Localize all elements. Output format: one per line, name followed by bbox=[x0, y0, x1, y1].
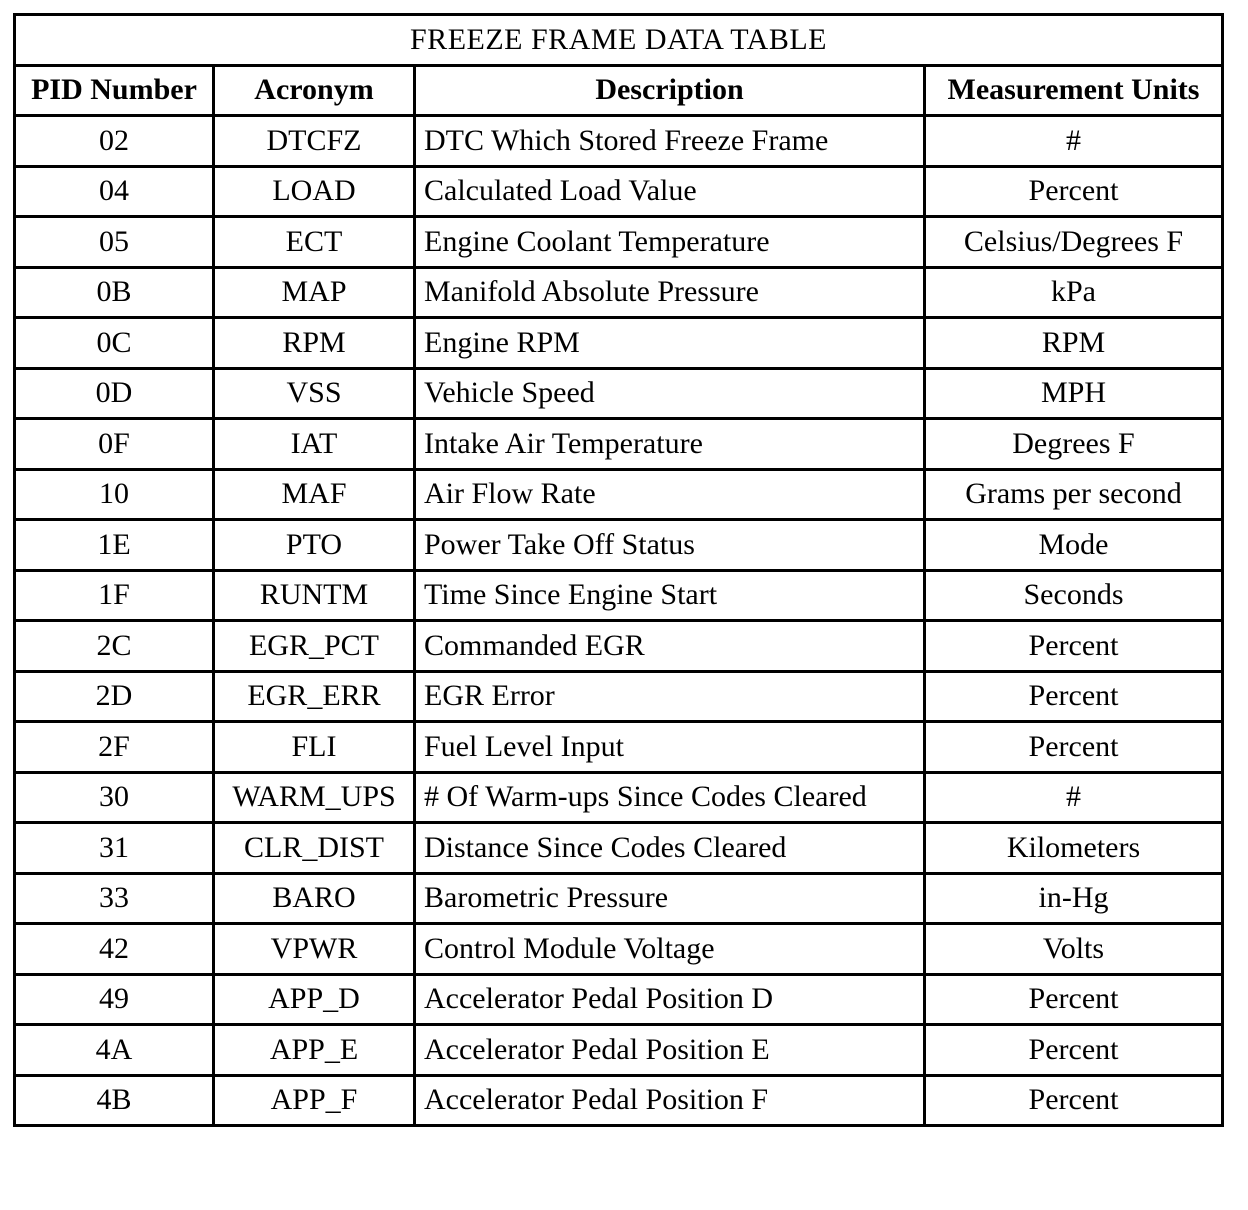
pid-number-cell: 05 bbox=[15, 217, 214, 268]
description-cell: Control Module Voltage bbox=[415, 924, 925, 975]
table-row bbox=[15, 924, 1223, 975]
pid-number-cell: 0F bbox=[15, 419, 214, 470]
measurement-units-cell: Degrees F bbox=[925, 419, 1223, 470]
pid-number-cell: 1F bbox=[15, 570, 214, 621]
measurement-units-cell: RPM bbox=[925, 318, 1223, 369]
acronym-cell: BARO bbox=[214, 873, 415, 924]
description-cell: Power Take Off Status bbox=[415, 520, 925, 571]
acronym-cell: EGR_ERR bbox=[214, 671, 415, 722]
pid-number-cell: 2C bbox=[15, 621, 214, 672]
header-measurement-units: Measurement Units bbox=[925, 65, 1223, 116]
description-cell: Intake Air Temperature bbox=[415, 419, 925, 470]
table-row bbox=[15, 166, 1223, 217]
pid-number-cell: 30 bbox=[15, 772, 214, 823]
acronym-cell: APP_F bbox=[214, 1075, 415, 1126]
header-pid-number: PID Number bbox=[15, 65, 214, 116]
measurement-units-cell: Percent bbox=[925, 166, 1223, 217]
acronym-cell: MAP bbox=[214, 267, 415, 318]
pid-number-cell: 0B bbox=[15, 267, 214, 318]
acronym-cell: VSS bbox=[214, 368, 415, 419]
pid-number-cell: 10 bbox=[15, 469, 214, 520]
acronym-cell: IAT bbox=[214, 419, 415, 470]
measurement-units-cell: MPH bbox=[925, 368, 1223, 419]
description-cell: Time Since Engine Start bbox=[415, 570, 925, 621]
table-row bbox=[15, 722, 1223, 773]
acronym-cell: EGR_PCT bbox=[214, 621, 415, 672]
measurement-units-cell: Percent bbox=[925, 1075, 1223, 1126]
table-row bbox=[15, 823, 1223, 874]
measurement-units-cell: Mode bbox=[925, 520, 1223, 571]
measurement-units-cell: Kilometers bbox=[925, 823, 1223, 874]
table-row bbox=[15, 419, 1223, 470]
table-row bbox=[15, 621, 1223, 672]
acronym-cell: MAF bbox=[214, 469, 415, 520]
table-row bbox=[15, 217, 1223, 268]
table-body bbox=[15, 116, 1223, 1126]
pid-number-cell: 0C bbox=[15, 318, 214, 369]
acronym-cell: VPWR bbox=[214, 924, 415, 975]
pid-number-cell: 0D bbox=[15, 368, 214, 419]
acronym-cell: FLI bbox=[214, 722, 415, 773]
measurement-units-cell: Percent bbox=[925, 1025, 1223, 1076]
acronym-cell: APP_E bbox=[214, 1025, 415, 1076]
pid-number-cell: 1E bbox=[15, 520, 214, 571]
description-cell: EGR Error bbox=[415, 671, 925, 722]
description-cell: Vehicle Speed bbox=[415, 368, 925, 419]
acronym-cell: DTCFZ bbox=[214, 116, 415, 167]
pid-number-cell: 2D bbox=[15, 671, 214, 722]
table-row bbox=[15, 318, 1223, 369]
measurement-units-cell: Percent bbox=[925, 621, 1223, 672]
pid-number-cell: 31 bbox=[15, 823, 214, 874]
header-description: Description bbox=[415, 65, 925, 116]
header-acronym: Acronym bbox=[214, 65, 415, 116]
pid-number-cell: 4A bbox=[15, 1025, 214, 1076]
table-row bbox=[15, 772, 1223, 823]
measurement-units-cell: # bbox=[925, 116, 1223, 167]
description-cell: Calculated Load Value bbox=[415, 166, 925, 217]
description-cell: Accelerator Pedal Position D bbox=[415, 974, 925, 1025]
acronym-cell: WARM_UPS bbox=[214, 772, 415, 823]
acronym-cell: PTO bbox=[214, 520, 415, 571]
table-row bbox=[15, 570, 1223, 621]
pid-number-cell: 04 bbox=[15, 166, 214, 217]
description-cell: Commanded EGR bbox=[415, 621, 925, 672]
pid-number-cell: 33 bbox=[15, 873, 214, 924]
table-title: FREEZE FRAME DATA TABLE bbox=[15, 15, 1223, 66]
description-cell: Accelerator Pedal Position F bbox=[415, 1075, 925, 1126]
measurement-units-cell: Percent bbox=[925, 722, 1223, 773]
measurement-units-cell: # bbox=[925, 772, 1223, 823]
freeze-frame-data-table bbox=[13, 13, 1224, 1127]
table-row bbox=[15, 267, 1223, 318]
measurement-units-cell: Grams per second bbox=[925, 469, 1223, 520]
description-cell: # Of Warm-ups Since Codes Cleared bbox=[415, 772, 925, 823]
measurement-units-cell: Celsius/Degrees F bbox=[925, 217, 1223, 268]
description-cell: Engine RPM bbox=[415, 318, 925, 369]
measurement-units-cell: Seconds bbox=[925, 570, 1223, 621]
measurement-units-cell: Percent bbox=[925, 974, 1223, 1025]
measurement-units-cell: kPa bbox=[925, 267, 1223, 318]
acronym-cell: CLR_DIST bbox=[214, 823, 415, 874]
description-cell: Barometric Pressure bbox=[415, 873, 925, 924]
table-title-row bbox=[15, 15, 1223, 66]
freeze-frame-table-container bbox=[13, 13, 1221, 1127]
table-row bbox=[15, 469, 1223, 520]
acronym-cell: ECT bbox=[214, 217, 415, 268]
measurement-units-cell: Volts bbox=[925, 924, 1223, 975]
acronym-cell: LOAD bbox=[214, 166, 415, 217]
pid-number-cell: 42 bbox=[15, 924, 214, 975]
description-cell: Distance Since Codes Cleared bbox=[415, 823, 925, 874]
measurement-units-cell: Percent bbox=[925, 671, 1223, 722]
table-row bbox=[15, 1075, 1223, 1126]
table-header-row bbox=[15, 65, 1223, 116]
description-cell: DTC Which Stored Freeze Frame bbox=[415, 116, 925, 167]
table-row bbox=[15, 368, 1223, 419]
acronym-cell: RPM bbox=[214, 318, 415, 369]
description-cell: Air Flow Rate bbox=[415, 469, 925, 520]
table-row bbox=[15, 1025, 1223, 1076]
pid-number-cell: 49 bbox=[15, 974, 214, 1025]
table-row bbox=[15, 974, 1223, 1025]
description-cell: Fuel Level Input bbox=[415, 722, 925, 773]
pid-number-cell: 4B bbox=[15, 1075, 214, 1126]
pid-number-cell: 02 bbox=[15, 116, 214, 167]
table-row bbox=[15, 520, 1223, 571]
table-row bbox=[15, 873, 1223, 924]
table-row bbox=[15, 116, 1223, 167]
acronym-cell: RUNTM bbox=[214, 570, 415, 621]
measurement-units-cell: in-Hg bbox=[925, 873, 1223, 924]
description-cell: Engine Coolant Temperature bbox=[415, 217, 925, 268]
description-cell: Accelerator Pedal Position E bbox=[415, 1025, 925, 1076]
pid-number-cell: 2F bbox=[15, 722, 214, 773]
description-cell: Manifold Absolute Pressure bbox=[415, 267, 925, 318]
table-row bbox=[15, 671, 1223, 722]
acronym-cell: APP_D bbox=[214, 974, 415, 1025]
